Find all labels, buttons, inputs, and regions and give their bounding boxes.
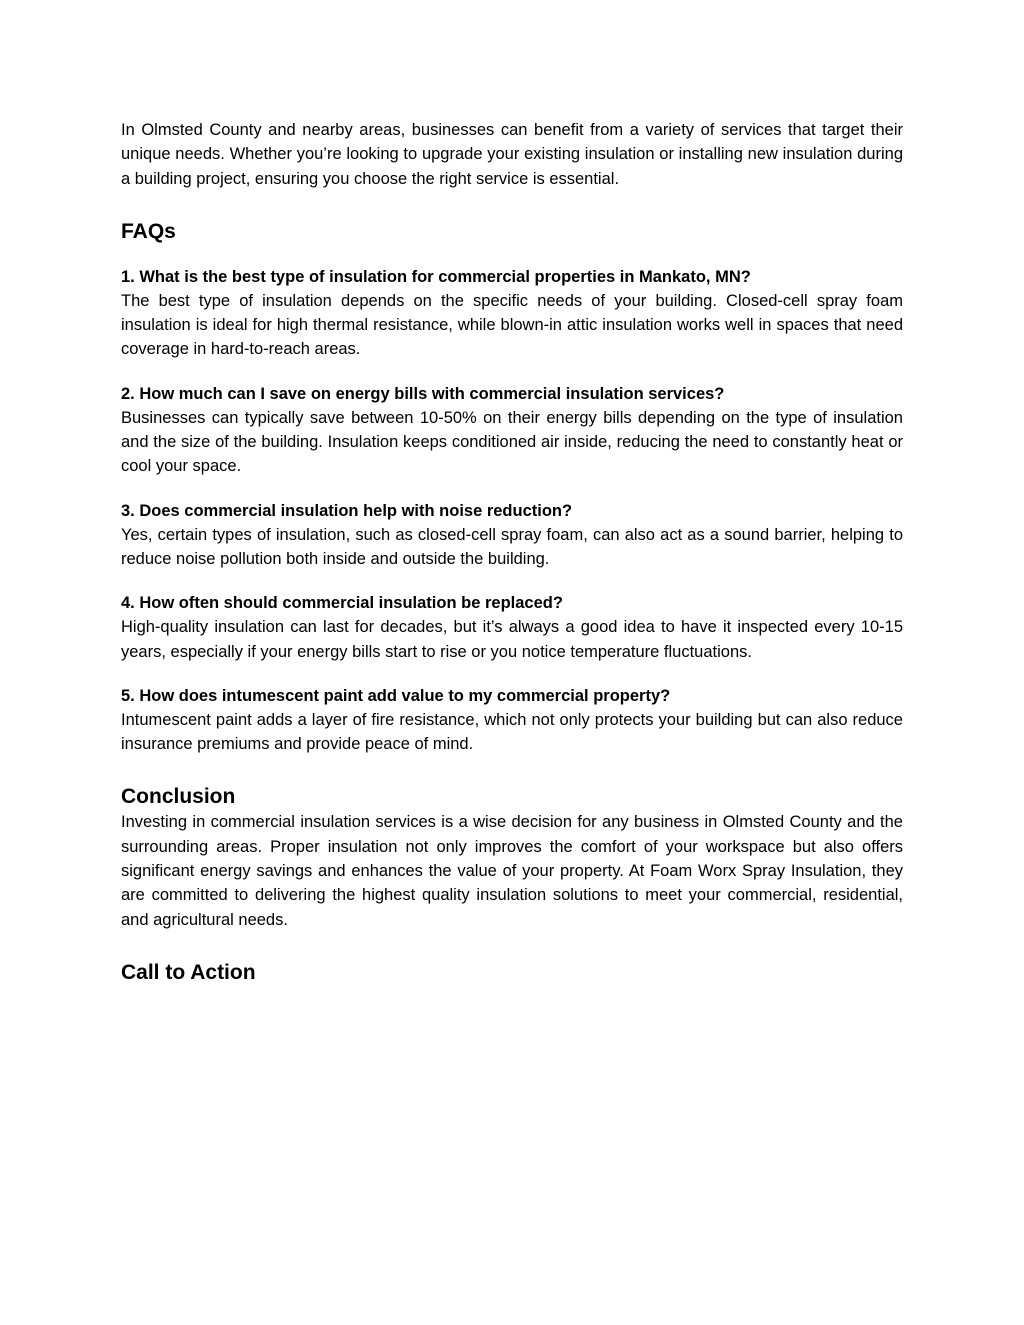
call-to-action-heading: Call to Action xyxy=(121,960,256,984)
faq-answer-3: Yes, certain types of insulation, such as closed-cell spray foam, can also act as a sound barrier, helping to reduce noise pollution both inside and outside the building. xyxy=(121,525,903,568)
faq-answer-4: High-quality insulation can last for decades, but it’s always a good idea to have it inspected every 10-15 years, especially if your energy bills start to rise or you notice temperature fluctuations. xyxy=(121,618,903,661)
faq-question-1: 1. What is the best type of insulation for commercial properties in Mankato, MN? xyxy=(121,267,751,286)
faq-question-4: 4. How often should commercial insulation be replaced? xyxy=(121,594,563,613)
document-page xyxy=(121,116,903,986)
faqs-heading: FAQs xyxy=(121,219,176,243)
faq-answer-2: Businesses can typically save between 10-50% on their energy bills depending on the type of insulation and the size of the building. Insulation keeps conditioned air inside, reducing the need to constantly heat or cool your space. xyxy=(121,408,903,476)
conclusion-paragraph: Investing in commercial insulation services is a wise decision for any business in Olmsted County and the surrounding areas. Proper insulation not only improves the comfort of your workspace but also offers significant energy savings and enhances the value of your property. At Foam Worx Spray Insulation, they are committed to delivering the highest quality insulation solutions to meet your commercial, residential, and agricultural needs. xyxy=(121,813,903,929)
faq-answer-5: Intumescent paint adds a layer of fire resistance, which not only protects your building but can also reduce insurance premiums and provide peace of mind. xyxy=(121,710,903,754)
faq-answer-1: The best type of insulation depends on the specific needs of your building. Closed-cell spray foam insulation is ideal for high thermal resistance, while blown-in attic insulation works well in spaces that need coverage in hard-to-reach areas. xyxy=(121,291,903,359)
conclusion-heading: Conclusion xyxy=(121,785,236,809)
faq-question-3: 3. Does commercial insulation help with noise reduction? xyxy=(121,501,573,520)
faq-question-2: 2. How much can I save on energy bills with commercial insulation services? xyxy=(121,384,725,403)
intro-paragraph: In Olmsted County and nearby areas, businesses can benefit from a variety of services that target their unique needs. Whether you’re looking to upgrade your existing insulation or installing new insulation during a building project, ensuring you choose the right service is essential. xyxy=(121,121,903,188)
faq-question-5: 5. How does intumescent paint add value to my commercial property? xyxy=(121,686,671,705)
